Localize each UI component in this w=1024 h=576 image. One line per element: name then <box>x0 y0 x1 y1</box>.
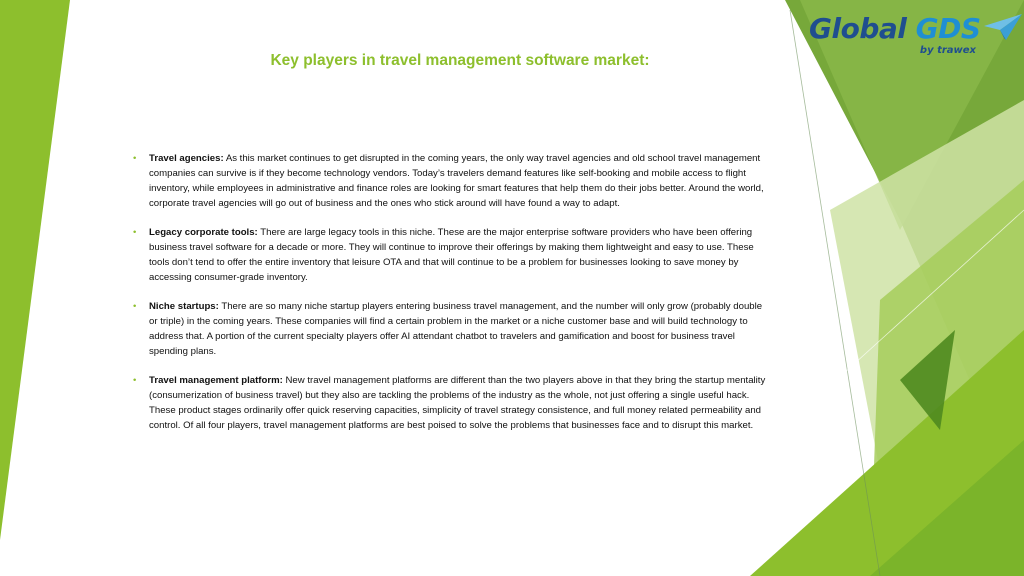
bullet-item-travel-management-platform <box>133 373 773 433</box>
bullet-body: There are large legacy tools in this niche. These are the major enterprise software providers who have been offering business travel software for a decade or more. They will continue to improve their offerings by making them lightweight and easy to use. These tools don’t tend to offer the entire inventory that leisure OTA and that will continue to be a problem for businesses looking to save money by accessing consumer-grade inventory. <box>149 227 754 283</box>
bullet-marker: • <box>133 375 137 386</box>
bullet-body: New travel management platforms are different than the two players above in that they bring the startup mentality (consumerization of business travel) but they also are tackling the problems of the industry as the whole, not just offering a single useful hack. These product stages ordinarily offer quick reserving capacities, simplicity of travel strategy consistence, and full money related permeability and control. Of all four players, travel management platforms are best poised to solve the problems that businesses face and to disrupt this market. <box>149 375 766 431</box>
left-green-stripe <box>0 0 70 540</box>
bullet-heading: Legacy corporate tools: <box>149 227 258 238</box>
bullet-item-niche-startups <box>133 299 773 359</box>
bullet-item-legacy-corporate-tools <box>133 225 773 285</box>
bullet-marker: • <box>133 227 137 238</box>
logo-word-global: Global <box>809 12 907 45</box>
bullet-list <box>133 151 773 447</box>
bullet-text <box>149 373 773 433</box>
bullet-heading: Travel management platform: <box>149 375 283 386</box>
bullet-marker: • <box>133 301 137 312</box>
logo-word-gds: GDS <box>915 12 981 45</box>
bullet-item-travel-agencies <box>133 151 773 211</box>
bullet-heading: Niche startups: <box>149 301 219 312</box>
bullet-text <box>149 151 773 211</box>
bullet-body: As this market continues to get disrupted in the coming years, the only way travel agencies and old school travel management companies can survive is if they become technology vendors. Today’s travelers demand features like self-booking and mobile access to flight inventory, while employees in administrative and finance roles are looking for smart features that help them do their jobs better. Around the world, corporate travel agencies will go out of business and the ones who stick around will have found a way to adapt. <box>149 153 764 209</box>
bullet-body: There are so many niche startup players entering business travel management, and the number will only grow (probably double or triple) in the coming years. These companies will find a certain problem in the market or a niche customer base and will build technology to address that. A portion of the current specialty players offer AI attendant chatbot to travelers and gamification and boost for business travel spending plans. <box>149 301 763 357</box>
bullet-text <box>149 225 773 285</box>
slide-title: Key players in travel management software market: <box>270 52 650 69</box>
global-gds-logo[interactable] <box>809 12 984 60</box>
logo-tagline: by trawex <box>919 45 976 56</box>
logo-wordmark <box>809 12 981 45</box>
paper-plane-icon <box>982 12 1024 42</box>
bullet-heading: Travel agencies: <box>149 153 224 164</box>
bullet-text <box>149 299 773 359</box>
bullet-marker: • <box>133 153 137 164</box>
